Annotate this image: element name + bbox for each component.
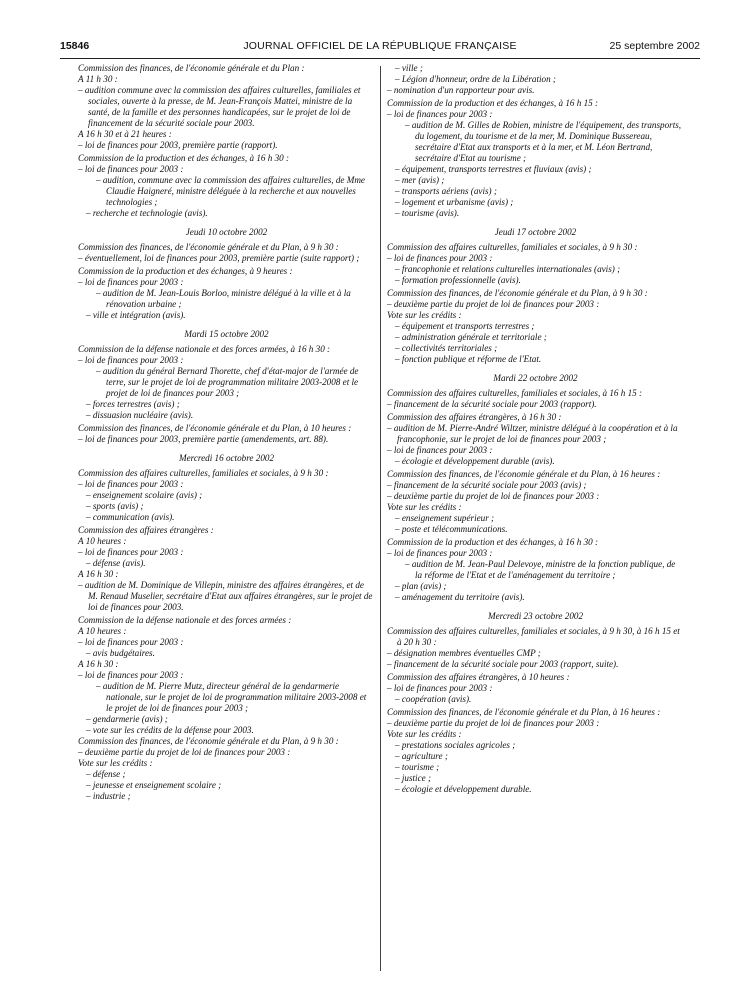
agenda-line: – sports (avis) ;	[86, 501, 144, 511]
agenda-line: – désignation membres éventuelles CMP ;	[387, 648, 541, 658]
agenda-line: – audition de M. Jean-Louis Borloo, ministre délégué à la ville et à la rénovation urbaine ;	[96, 288, 351, 309]
agenda-line: Commission des affaires culturelles, familiales et sociales, à 9 h 30 :	[78, 468, 329, 478]
right-column	[387, 63, 684, 795]
agenda-line: – audition commune avec la commission des affaires culturelles, familiales et sociales, ouverte à la presse, de M. Jean-François Mattei, ministre de la santé, de la famille et des personnes handicapées, sur le projet de loi de financement de la sécurité sociale pour 2003.	[78, 85, 361, 128]
agenda-line: – deuxième partie du projet de loi de finances pour 2003 :	[387, 491, 600, 501]
agenda-line: Commission de la production et des échanges, à 16 h 15 :	[387, 98, 599, 108]
agenda-line: – transports aériens (avis) ;	[395, 186, 497, 196]
agenda-line: – justice ;	[395, 773, 431, 783]
agenda-line: – loi de finances pour 2003 :	[78, 277, 184, 287]
agenda-line: – deuxième partie du projet de loi de finances pour 2003 :	[78, 747, 291, 757]
agenda-line: – enseignement scolaire (avis) ;	[86, 490, 203, 500]
agenda-line: – loi de finances pour 2003, première partie (amendements, art. 88).	[78, 434, 329, 444]
agenda-line: A 16 h 30 :	[78, 569, 119, 579]
agenda-line: – loi de finances pour 2003 :	[78, 164, 184, 174]
agenda-line: Commission des affaires étrangères, à 16 h 30 :	[387, 412, 562, 422]
agenda-line: A 16 h 30 :	[78, 659, 119, 669]
agenda-line: – francophonie et relations culturelles internationales (avis) ;	[395, 264, 621, 274]
agenda-line: – plan (avis) ;	[395, 581, 447, 591]
agenda-line: Vote sur les crédits :	[387, 729, 462, 739]
agenda-line: – Légion d'honneur, ordre de la Libération ;	[395, 74, 556, 84]
agenda-line: – éventuellement, loi de finances pour 2003, première partie (suite rapport) ;	[78, 253, 360, 263]
agenda-line: – industrie ;	[86, 791, 131, 801]
agenda-line: Commission des affaires culturelles, familiales et sociales, à 9 h 30, à 16 h 15 et à 20 h 30 :	[387, 626, 680, 647]
agenda-line: – financement de la sécurité sociale pour 2003 (rapport, suite).	[387, 659, 619, 669]
agenda-line: A 16 h 30 et à 21 heures :	[78, 129, 172, 139]
agenda-line: Vote sur les crédits :	[387, 502, 462, 512]
session-date-heading: Mercredi 16 octobre 2002	[178, 453, 275, 463]
issue-date: 25 septembre 2002	[609, 40, 700, 52]
session-date-heading: Mardi 22 octobre 2002	[493, 373, 578, 383]
agenda-line: – loi de finances pour 2003 :	[387, 683, 493, 693]
agenda-line: – écologie et développement durable (avis).	[395, 456, 555, 466]
agenda-line: Commission des finances, de l'économie générale et du Plan, à 9 h 30 :	[387, 288, 648, 298]
agenda-line: – aménagement du territoire (avis).	[395, 592, 525, 602]
agenda-line: – loi de finances pour 2003 :	[78, 637, 184, 647]
agenda-line: – deuxième partie du projet de loi de finances pour 2003 :	[387, 299, 600, 309]
agenda-line: – audition de M. Pierre Mutz, directeur général de la gendarmerie nationale, sur le projet de loi de programmation militaire 2003-2008 et le projet de loi de finances pour 2003 ;	[96, 681, 367, 713]
agenda-line: Vote sur les crédits :	[387, 310, 462, 320]
agenda-line: Commission de la défense nationale et des forces armées :	[78, 615, 292, 625]
agenda-line: – communication (avis).	[86, 512, 175, 522]
agenda-line: Commission des affaires étrangères, à 10 heures :	[387, 672, 570, 682]
agenda-line: – ville et intégration (avis).	[86, 310, 186, 320]
agenda-line: – logement et urbanisme (avis) ;	[395, 197, 514, 207]
agenda-line: – loi de finances pour 2003, première partie (rapport).	[78, 140, 278, 150]
agenda-line: – gendarmerie (avis) ;	[86, 714, 168, 724]
session-date-heading: Mercredi 23 octobre 2002	[487, 611, 584, 621]
agenda-line: Vote sur les crédits :	[78, 758, 153, 768]
agenda-line: – agriculture ;	[395, 751, 448, 761]
agenda-line: Commission des finances, de l'économie générale et du Plan, à 9 h 30 :	[78, 242, 339, 252]
agenda-line: – défense ;	[86, 769, 126, 779]
left-column	[78, 63, 375, 802]
agenda-line: – défense (avis).	[86, 558, 146, 568]
agenda-line: – écologie et développement durable.	[395, 784, 532, 794]
agenda-line: – loi de finances pour 2003 :	[387, 445, 493, 455]
agenda-line: – mer (avis) ;	[395, 175, 445, 185]
agenda-line: – enseignement supérieur ;	[395, 513, 495, 523]
agenda-line: – poste et télécommunications.	[395, 524, 508, 534]
agenda-line: Commission de la production et des échanges, à 16 h 30 :	[387, 537, 599, 547]
agenda-line: – prestations sociales agricoles ;	[395, 740, 516, 750]
session-date-heading: Jeudi 17 octobre 2002	[494, 227, 577, 237]
agenda-line: A 10 heures :	[78, 536, 127, 546]
agenda-line: Commission de la production et des échanges, à 16 h 30 :	[78, 153, 290, 163]
agenda-line: – loi de finances pour 2003 :	[78, 547, 184, 557]
agenda-line: – audition du général Bernard Thorette, chef d'état-major de l'armée de terre, sur le projet de loi de programmation militaire 2003-2008 et le projet de loi de finances pour 2003 ;	[96, 366, 359, 398]
agenda-line: – financement de la sécurité sociale pour 2003 (avis) ;	[387, 480, 587, 490]
agenda-line: Commission de la défense nationale et des forces armées, à 16 h 30 :	[78, 344, 331, 354]
agenda-line: Commission des finances, de l'économie générale et du Plan, à 16 heures :	[387, 469, 661, 479]
agenda-line: – forces terrestres (avis) ;	[86, 399, 180, 409]
agenda-line: – audition, commune avec la commission des affaires culturelles, de Mme Claudie Haigneré, ministre déléguée à la recherche et aux nouvelles technologies ;	[96, 175, 365, 207]
agenda-line: – jeunesse et enseignement scolaire ;	[86, 780, 222, 790]
agenda-line: Commission des finances, de l'économie générale et du Plan, à 16 heures :	[387, 707, 661, 717]
agenda-line: – loi de finances pour 2003 :	[387, 548, 493, 558]
agenda-line: – tourisme (avis).	[395, 208, 460, 218]
agenda-line: Commission des affaires culturelles, familiales et sociales, à 9 h 30 :	[387, 242, 638, 252]
agenda-line: – nomination d'un rapporteur pour avis.	[387, 85, 535, 95]
agenda-line: Commission des finances, de l'économie générale et du Plan :	[78, 63, 305, 73]
agenda-line: – audition de M. Pierre-André Wiltzer, ministre délégué à la coopération et à la francophonie, sur le projet de loi de finances pour 2003 ;	[387, 423, 678, 444]
agenda-line: – avis budgétaires.	[86, 648, 155, 658]
agenda-line: – loi de finances pour 2003 :	[78, 355, 184, 365]
column-divider	[380, 66, 381, 971]
page-header	[60, 40, 700, 56]
agenda-line: – ville ;	[395, 63, 423, 73]
agenda-line: – loi de finances pour 2003 :	[78, 479, 184, 489]
agenda-line: – audition de M. Dominique de Villepin, ministre des affaires étrangères, et de M. Renaud Muselier, secrétaire d'Etat aux affaires étrangères, sur le projet de loi de finances pour 2003.	[78, 580, 373, 612]
agenda-line: – coopération (avis).	[395, 694, 472, 704]
agenda-line: – audition de M. Jean-Paul Delevoye, ministre de la fonction publique, de la réforme de l'Etat et de l'aménagement du territoire ;	[405, 559, 676, 580]
agenda-line: – vote sur les crédits de la défense pour 2003.	[86, 725, 254, 735]
agenda-line: – recherche et technologie (avis).	[86, 208, 208, 218]
agenda-line: Commission de la production et des échanges, à 9 heures :	[78, 266, 293, 276]
agenda-line: – équipement, transports terrestres et fluviaux (avis) ;	[395, 164, 592, 174]
agenda-line: Commission des finances, de l'économie générale et du Plan, à 10 heures :	[78, 423, 352, 433]
agenda-line: Commission des affaires étrangères :	[78, 525, 214, 535]
agenda-line: – loi de finances pour 2003 :	[387, 109, 493, 119]
header-rule	[60, 58, 700, 59]
agenda-line: A 11 h 30 :	[78, 74, 118, 84]
agenda-line: – financement de la sécurité sociale pour 2003 (rapport).	[387, 399, 597, 409]
agenda-line: – équipement et transports terrestres ;	[395, 321, 535, 331]
agenda-line: – administration générale et territoriale ;	[395, 332, 547, 342]
agenda-line: – tourisme ;	[395, 762, 440, 772]
session-date-heading: Mardi 15 octobre 2002	[184, 329, 269, 339]
agenda-line: Commission des finances, de l'économie générale et du Plan, à 9 h 30 :	[78, 736, 339, 746]
agenda-line: Commission des affaires culturelles, familiales et sociales, à 16 h 15 :	[387, 388, 643, 398]
agenda-line: – formation professionnelle (avis).	[395, 275, 521, 285]
agenda-line: A 10 heures :	[78, 626, 127, 636]
agenda-line: – collectivités territoriales ;	[395, 343, 498, 353]
agenda-line: – loi de finances pour 2003 :	[387, 253, 493, 263]
agenda-line: – audition de M. Gilles de Robien, ministre de l'équipement, des transports, du logement, du tourisme et de la mer, M. Dominique Bussereau, secrétaire d'Etat aux transports et à la mer, et M. Léon Bertrand, secrétaire d'Etat au tourisme ;	[405, 120, 682, 163]
session-date-heading: Jeudi 10 octobre 2002	[185, 227, 268, 237]
agenda-line: – fonction publique et réforme de l'Etat.	[395, 354, 542, 364]
journal-title: JOURNAL OFFICIEL DE LA RÉPUBLIQUE FRANÇAISE	[243, 40, 517, 52]
agenda-line: – loi de finances pour 2003 :	[78, 670, 184, 680]
agenda-line: – dissuasion nucléaire (avis).	[86, 410, 194, 420]
agenda-line: – deuxième partie du projet de loi de finances pour 2003 :	[387, 718, 600, 728]
page-number: 15846	[60, 40, 90, 52]
